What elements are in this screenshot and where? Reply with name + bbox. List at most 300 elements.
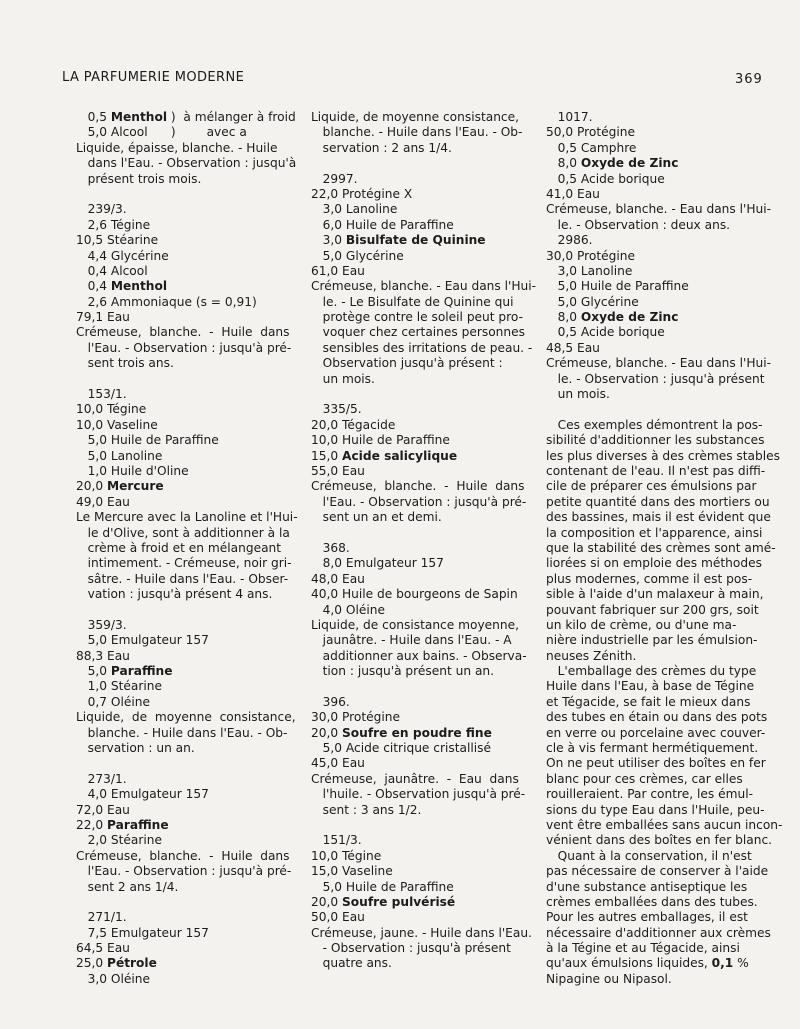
line-text: 10,0 Tégine xyxy=(76,402,147,417)
line-text: pas nécessaire de conserver à l'aide xyxy=(546,864,769,879)
text-line xyxy=(546,495,770,510)
text-line xyxy=(546,125,770,140)
text-line xyxy=(76,264,300,279)
line-text: crèmes emballées dans des tubes. xyxy=(546,894,758,909)
text-line xyxy=(546,556,770,571)
text-line xyxy=(76,572,300,587)
line-text: 20,0 Tégacide xyxy=(311,417,396,432)
line-text-after: ) à mélanger à froid xyxy=(167,110,296,124)
text-line xyxy=(546,941,770,956)
line-text: 5,0 Huile de Paraffine xyxy=(546,279,689,294)
line-text: 5,0 Huile de Paraffine xyxy=(76,433,219,448)
text-line xyxy=(546,756,770,771)
line-text: Crémeuse, blanche. - Huile dans xyxy=(76,848,290,863)
text-line xyxy=(76,541,300,556)
text-line xyxy=(76,772,300,787)
text-line xyxy=(311,233,531,248)
line-text: 5,0 Glycérine xyxy=(546,294,639,309)
line-text: sible à l'aide d'un malaxeur à main, xyxy=(546,587,764,602)
line-text: 0,4 Alcool xyxy=(76,263,148,278)
line-text: 273/1. xyxy=(76,771,127,786)
text-line xyxy=(311,402,531,417)
text-line xyxy=(76,910,300,925)
line-text: que la stabilité des crèmes sont amé- xyxy=(546,540,776,555)
line-text: Crémeuse, blanche. - Huile dans xyxy=(311,479,525,494)
line-text: blanche. - Huile dans l'Eau. - Ob- xyxy=(311,125,523,140)
text-line xyxy=(546,618,770,633)
text-line xyxy=(546,433,770,448)
line-text: 0,5 Acide borique xyxy=(546,171,665,186)
line-text: 271/1. xyxy=(76,910,127,925)
line-text: servation : un an. xyxy=(76,741,195,756)
text-line xyxy=(76,618,300,633)
text-line xyxy=(546,910,770,925)
line-text: 5,0 Lanoline xyxy=(76,448,163,463)
line-text: 4,4 Glycérine xyxy=(76,248,169,263)
line-text: Crémeuse, jaune. - Huile dans l'Eau. xyxy=(311,925,532,940)
text-line xyxy=(546,325,770,340)
text-line xyxy=(76,803,300,818)
text-line xyxy=(311,418,531,433)
line-text: 7,5 Emulgateur 157 xyxy=(76,925,209,940)
text-line xyxy=(311,618,531,633)
running-title: LA PARFUMERIE MODERNE xyxy=(62,70,245,85)
text-line xyxy=(76,972,300,987)
line-text: 88,3 Eau xyxy=(76,648,130,663)
line-text: Liquide, de moyenne consistance, xyxy=(311,110,519,124)
text-line xyxy=(546,741,770,756)
text-line xyxy=(311,202,531,217)
line-text: le. - Observation : deux ans. xyxy=(546,217,731,232)
line-text: servation : 2 ans 1/4. xyxy=(311,140,452,155)
line-text: 2,6 Tégine xyxy=(76,217,151,232)
text-line xyxy=(546,679,770,694)
bold-ingredient: Menthol xyxy=(110,110,168,124)
line-text: 335/5. xyxy=(311,402,362,417)
line-text: la composition et l'apparence, ainsi xyxy=(546,525,763,540)
text-line xyxy=(76,695,300,710)
text-line xyxy=(546,464,770,479)
line-text: jaunâtre. - Huile dans l'Eau. - A xyxy=(311,633,512,648)
bold-ingredient: Mercure xyxy=(107,479,164,494)
line-text: 40,0 Huile de bourgeons de Sapin xyxy=(311,587,518,602)
line-text: sent trois ans. xyxy=(76,356,174,371)
text-line xyxy=(311,310,531,325)
text-line xyxy=(546,817,783,833)
text-line xyxy=(76,110,300,125)
text-line xyxy=(311,695,531,710)
text-line xyxy=(76,726,300,741)
text-line xyxy=(311,110,531,125)
line-text: 2,0 Stéarine xyxy=(76,833,162,848)
text-line xyxy=(311,633,531,648)
line-gap xyxy=(76,372,300,387)
line-text: neuses Zénith. xyxy=(546,648,637,663)
line-gap xyxy=(311,156,531,171)
line-text: 239/3. xyxy=(76,202,127,217)
line-text: 5,0 Alcool ) avec a xyxy=(76,125,247,140)
line-text: Crémeuse, jaunâtre. - Eau dans xyxy=(311,771,519,786)
line-text: Crémeuse, blanche. - Huile dans xyxy=(76,325,290,340)
line-text: 359/3. xyxy=(76,617,127,632)
text-line xyxy=(76,310,300,325)
line-text: des tubes en étain ou dans des pots xyxy=(546,710,768,725)
line-text: voquer chez certaines personnes xyxy=(311,325,525,340)
line-text: Liquide, de moyenne consistance, xyxy=(76,710,296,725)
text-line xyxy=(76,418,300,433)
text-line xyxy=(76,649,300,664)
line-text: sent 2 ans 1/4. xyxy=(76,879,179,894)
text-line xyxy=(311,125,531,140)
line-text: et Tégacide, se fait le mieux dans xyxy=(546,694,751,709)
text-line xyxy=(311,572,531,587)
line-text: 48,0 Eau xyxy=(311,571,365,586)
line-text: 396. xyxy=(311,694,350,709)
text-line xyxy=(546,972,770,987)
text-line xyxy=(311,895,531,910)
line-text: 1017. xyxy=(546,110,593,124)
text-line xyxy=(311,910,531,925)
text-line xyxy=(546,202,770,217)
bold-ingredient: Soufre pulvérisé xyxy=(342,894,456,909)
line-text: Le Mercure avec la Lanoline et l'Hui- xyxy=(76,510,298,525)
text-line xyxy=(76,218,300,233)
bold-ingredient: 0,1 xyxy=(711,956,734,971)
line-text: vénient dans des boîtes en fer blanc. xyxy=(546,833,773,848)
text-line xyxy=(311,956,531,971)
line-text: sâtre. - Huile dans l'Eau. - Obser- xyxy=(76,571,289,586)
text-line xyxy=(546,926,770,941)
line-text: des bassines, mais il est évident que xyxy=(546,510,771,525)
text-line xyxy=(546,233,770,248)
line-gap xyxy=(76,187,300,202)
line-text: 3,0 Lanoline xyxy=(311,202,398,217)
text-line xyxy=(546,295,770,310)
text-column-left xyxy=(76,110,300,987)
line-text: 6,0 Huile de Paraffine xyxy=(311,217,454,232)
text-line xyxy=(546,726,770,741)
line-text: 10,0 Tégine xyxy=(311,848,382,863)
line-text: blanche. - Huile dans l'Eau. - Ob- xyxy=(76,725,288,740)
line-gap xyxy=(311,679,531,694)
line-text: 10,0 Vaseline xyxy=(76,417,158,432)
line-text: 20,0 xyxy=(76,479,108,494)
text-line xyxy=(546,172,770,187)
line-gap xyxy=(76,895,300,910)
text-line xyxy=(76,433,300,448)
line-text: Liquide, de consistance moyenne, xyxy=(311,617,519,632)
text-line xyxy=(546,356,770,371)
text-line xyxy=(546,895,770,910)
text-line xyxy=(76,172,300,187)
text-line xyxy=(546,141,770,156)
line-text: 30,0 Protégine xyxy=(311,710,400,725)
line-text: 50,0 Eau xyxy=(311,910,365,925)
line-gap xyxy=(76,756,300,771)
text-line xyxy=(76,356,300,371)
text-line xyxy=(311,664,531,679)
text-line xyxy=(546,833,773,848)
line-text: qu'aux émulsions liquides, xyxy=(546,956,712,971)
text-line xyxy=(76,495,300,510)
line-text: 5,0 xyxy=(76,664,111,679)
line-text: pouvant fabriquer sur 200 grs, soit xyxy=(546,602,759,617)
text-line xyxy=(311,433,531,448)
text-line xyxy=(311,479,531,494)
line-text: quatre ans. xyxy=(311,956,392,971)
line-text: le. - Le Bisulfate de Quinine qui xyxy=(311,294,514,309)
bold-ingredient: Paraffine xyxy=(107,817,169,832)
text-line xyxy=(546,664,770,679)
text-line xyxy=(311,726,531,741)
bold-ingredient: Oxyde de Zinc xyxy=(580,156,679,171)
line-text: 3,0 Oléine xyxy=(76,971,150,986)
line-text: 20,0 xyxy=(311,725,343,740)
line-text: - Observation : jusqu'à présent xyxy=(311,941,511,956)
line-text: d'une substance antiseptique les xyxy=(546,879,748,894)
text-line xyxy=(546,787,770,802)
text-line xyxy=(311,603,531,618)
line-text: 49,0 Eau xyxy=(76,494,130,509)
line-text: 151/3. xyxy=(311,833,362,848)
text-line xyxy=(546,649,770,664)
text-line xyxy=(76,295,300,310)
line-text: 5,0 Glycérine xyxy=(311,248,404,263)
line-text: 5,0 Acide citrique cristallisé xyxy=(311,741,491,756)
text-line xyxy=(76,679,300,694)
line-text: cile de préparer ces émulsions par xyxy=(546,479,757,494)
text-line xyxy=(546,341,770,356)
line-text: 20,0 xyxy=(311,894,343,909)
text-line xyxy=(76,156,300,171)
line-text: cle à vis fermant hermétiquement. xyxy=(546,741,759,756)
text-line xyxy=(76,864,300,879)
line-text: 4,0 Oléine xyxy=(311,602,385,617)
line-text: Crémeuse, blanche. - Eau dans l'Hui- xyxy=(546,356,772,371)
text-line xyxy=(311,495,531,510)
line-text: 15,0 Vaseline xyxy=(311,864,393,879)
text-line xyxy=(311,141,531,156)
text-line xyxy=(546,880,770,895)
text-line xyxy=(76,125,300,140)
text-line xyxy=(311,864,531,879)
text-line xyxy=(76,402,300,417)
text-line xyxy=(76,233,300,248)
text-line xyxy=(311,187,531,202)
line-text-after: % xyxy=(733,956,749,971)
text-line xyxy=(311,587,531,602)
line-text: additionner aux bains. - Observa- xyxy=(311,648,527,663)
text-line xyxy=(311,295,531,310)
line-text: Crémeuse, blanche. - Eau dans l'Hui- xyxy=(311,279,537,294)
line-text: 30,0 Protégine xyxy=(546,248,635,263)
text-line xyxy=(311,849,531,864)
text-line xyxy=(76,787,300,802)
text-line xyxy=(546,418,770,433)
line-text: 0,5 Camphre xyxy=(546,140,637,155)
text-line xyxy=(76,956,300,971)
line-text: 25,0 xyxy=(76,956,108,971)
text-line xyxy=(76,325,300,340)
line-text: Ces exemples démontrent la pos- xyxy=(546,417,763,432)
text-line xyxy=(76,556,300,571)
line-text: 15,0 xyxy=(311,448,343,463)
text-line xyxy=(546,572,770,587)
text-line xyxy=(311,249,531,264)
bold-ingredient: Pétrole xyxy=(107,956,157,971)
text-line xyxy=(76,880,300,895)
bold-ingredient: Bisulfate de Quinine xyxy=(345,233,486,248)
line-text: 0,7 Oléine xyxy=(76,694,150,709)
line-text: 8,0 xyxy=(546,310,581,325)
line-text: 8,0 xyxy=(546,156,581,171)
line-text: dans l'Eau. - Observation : jusqu'à xyxy=(76,156,297,171)
bold-ingredient: Paraffine xyxy=(110,664,173,679)
line-text: 5,0 Emulgateur 157 xyxy=(76,633,209,648)
line-text: l'huile. - Observation jusqu'à pré- xyxy=(311,787,526,802)
line-gap xyxy=(76,603,300,618)
text-line xyxy=(311,556,531,571)
text-line xyxy=(76,633,300,648)
line-text: Pour les autres emballages, il est xyxy=(546,910,748,925)
line-text: tion : jusqu'à présent un an. xyxy=(311,664,495,679)
text-line xyxy=(76,849,300,864)
line-text: 2,6 Ammoniaque (s = 0,91) xyxy=(76,294,257,309)
line-text: 5,0 Huile de Paraffine xyxy=(311,879,454,894)
line-text: l'Eau. - Observation : jusqu'à pré- xyxy=(311,494,527,509)
text-line xyxy=(311,218,531,233)
text-line xyxy=(311,325,531,340)
text-line xyxy=(311,341,531,356)
text-line xyxy=(311,464,531,479)
line-text: Huile dans l'Eau, à base de Tégine xyxy=(546,679,755,694)
text-line xyxy=(311,772,531,787)
line-text: 2997. xyxy=(311,171,358,186)
line-text: nécessaire d'additionner aux crèmes xyxy=(546,925,771,940)
text-line xyxy=(546,603,770,618)
text-line xyxy=(76,818,300,833)
line-text: 50,0 Protégine xyxy=(546,125,635,140)
line-text: sibilité d'additionner les substances xyxy=(546,433,765,448)
text-line xyxy=(76,141,300,156)
page-number: 369 xyxy=(735,72,763,87)
text-line xyxy=(76,464,300,479)
line-text: un mois. xyxy=(311,371,375,386)
line-text: 4,0 Emulgateur 157 xyxy=(76,787,209,802)
text-line xyxy=(546,540,776,556)
line-text: les plus diverses à des crèmes stables xyxy=(546,448,780,463)
text-line xyxy=(76,526,300,541)
text-line xyxy=(311,880,531,895)
line-gap xyxy=(546,402,770,417)
line-text: intimement. - Crémeuse, noir gri- xyxy=(76,556,292,571)
text-line xyxy=(546,372,770,387)
text-line xyxy=(546,264,770,279)
line-text: 79,1 Eau xyxy=(76,310,130,325)
text-line xyxy=(546,849,770,864)
text-line xyxy=(311,541,531,556)
line-text: 1,0 Huile d'Oline xyxy=(76,463,189,478)
line-gap xyxy=(311,526,531,541)
line-text: sent un an et demi. xyxy=(311,510,442,525)
line-text: sions du type Eau dans l'Huile, peu- xyxy=(546,802,765,817)
line-text: 22,0 Protégine X xyxy=(311,186,413,201)
line-text: sensibles des irritations de peau. - xyxy=(311,340,533,355)
line-text: contenant de l'eau. Il n'est pas diffi- xyxy=(546,463,766,478)
line-text: présent trois mois. xyxy=(76,171,202,186)
line-text: nière industrielle par les émulsion- xyxy=(546,633,758,648)
line-text: 1,0 Stéarine xyxy=(76,679,162,694)
line-text: vent être emballées sans aucun incon- xyxy=(546,817,783,832)
text-line xyxy=(76,387,300,402)
text-line xyxy=(546,310,770,325)
line-text: liorées si on emploie des méthodes xyxy=(546,556,762,571)
line-gap xyxy=(311,387,531,402)
bold-ingredient: Menthol xyxy=(110,279,168,294)
text-line xyxy=(546,772,770,787)
line-text: le. - Observation : jusqu'à présent xyxy=(546,371,765,386)
line-text: 0,5 Acide borique xyxy=(546,325,665,340)
line-text: protège contre le soleil peut pro- xyxy=(311,310,523,325)
line-text: 3,0 xyxy=(311,233,346,248)
text-line xyxy=(546,526,770,541)
text-line xyxy=(546,710,770,725)
line-text: 10,0 Huile de Paraffine xyxy=(311,433,450,448)
text-line xyxy=(76,510,300,525)
text-line xyxy=(546,956,770,971)
text-line xyxy=(311,941,531,956)
text-line xyxy=(546,156,770,171)
line-text: 10,5 Stéarine xyxy=(76,233,159,248)
text-line xyxy=(311,926,531,941)
line-text: 22,0 xyxy=(76,817,108,832)
text-line xyxy=(311,510,531,525)
text-line xyxy=(76,249,300,264)
text-line xyxy=(546,803,770,818)
bold-ingredient: Oxyde de Zinc xyxy=(580,310,679,325)
line-text: en verre ou porcelaine avec couver- xyxy=(546,725,766,740)
text-line xyxy=(311,833,531,848)
text-column-right xyxy=(546,110,783,987)
text-line xyxy=(76,710,300,725)
line-text: On ne peut utiliser des boîtes en fer xyxy=(546,756,766,771)
text-line xyxy=(311,279,537,294)
line-text: 0,5 xyxy=(76,110,111,124)
text-column-middle xyxy=(311,110,537,972)
bold-ingredient: Acide salicylique xyxy=(342,448,458,463)
text-line xyxy=(546,218,770,233)
line-text: petite quantité dans des mortiers ou xyxy=(546,494,770,509)
text-line xyxy=(311,710,531,725)
text-line xyxy=(76,833,300,848)
text-line xyxy=(311,449,531,464)
line-text: 8,0 Emulgateur 157 xyxy=(311,556,444,571)
text-line xyxy=(76,202,300,217)
text-line xyxy=(546,249,770,264)
line-text: 48,5 Eau xyxy=(546,340,600,355)
line-text: 3,0 Lanoline xyxy=(546,263,633,278)
text-line xyxy=(76,341,300,356)
text-line xyxy=(311,356,531,371)
text-line xyxy=(311,264,531,279)
text-line xyxy=(546,387,770,402)
line-text: 0,4 xyxy=(76,279,111,294)
line-text: 41,0 Eau xyxy=(546,186,600,201)
line-text: 72,0 Eau xyxy=(76,802,130,817)
line-text: 153/1. xyxy=(76,387,127,402)
text-line xyxy=(546,864,770,879)
text-line xyxy=(546,279,770,294)
